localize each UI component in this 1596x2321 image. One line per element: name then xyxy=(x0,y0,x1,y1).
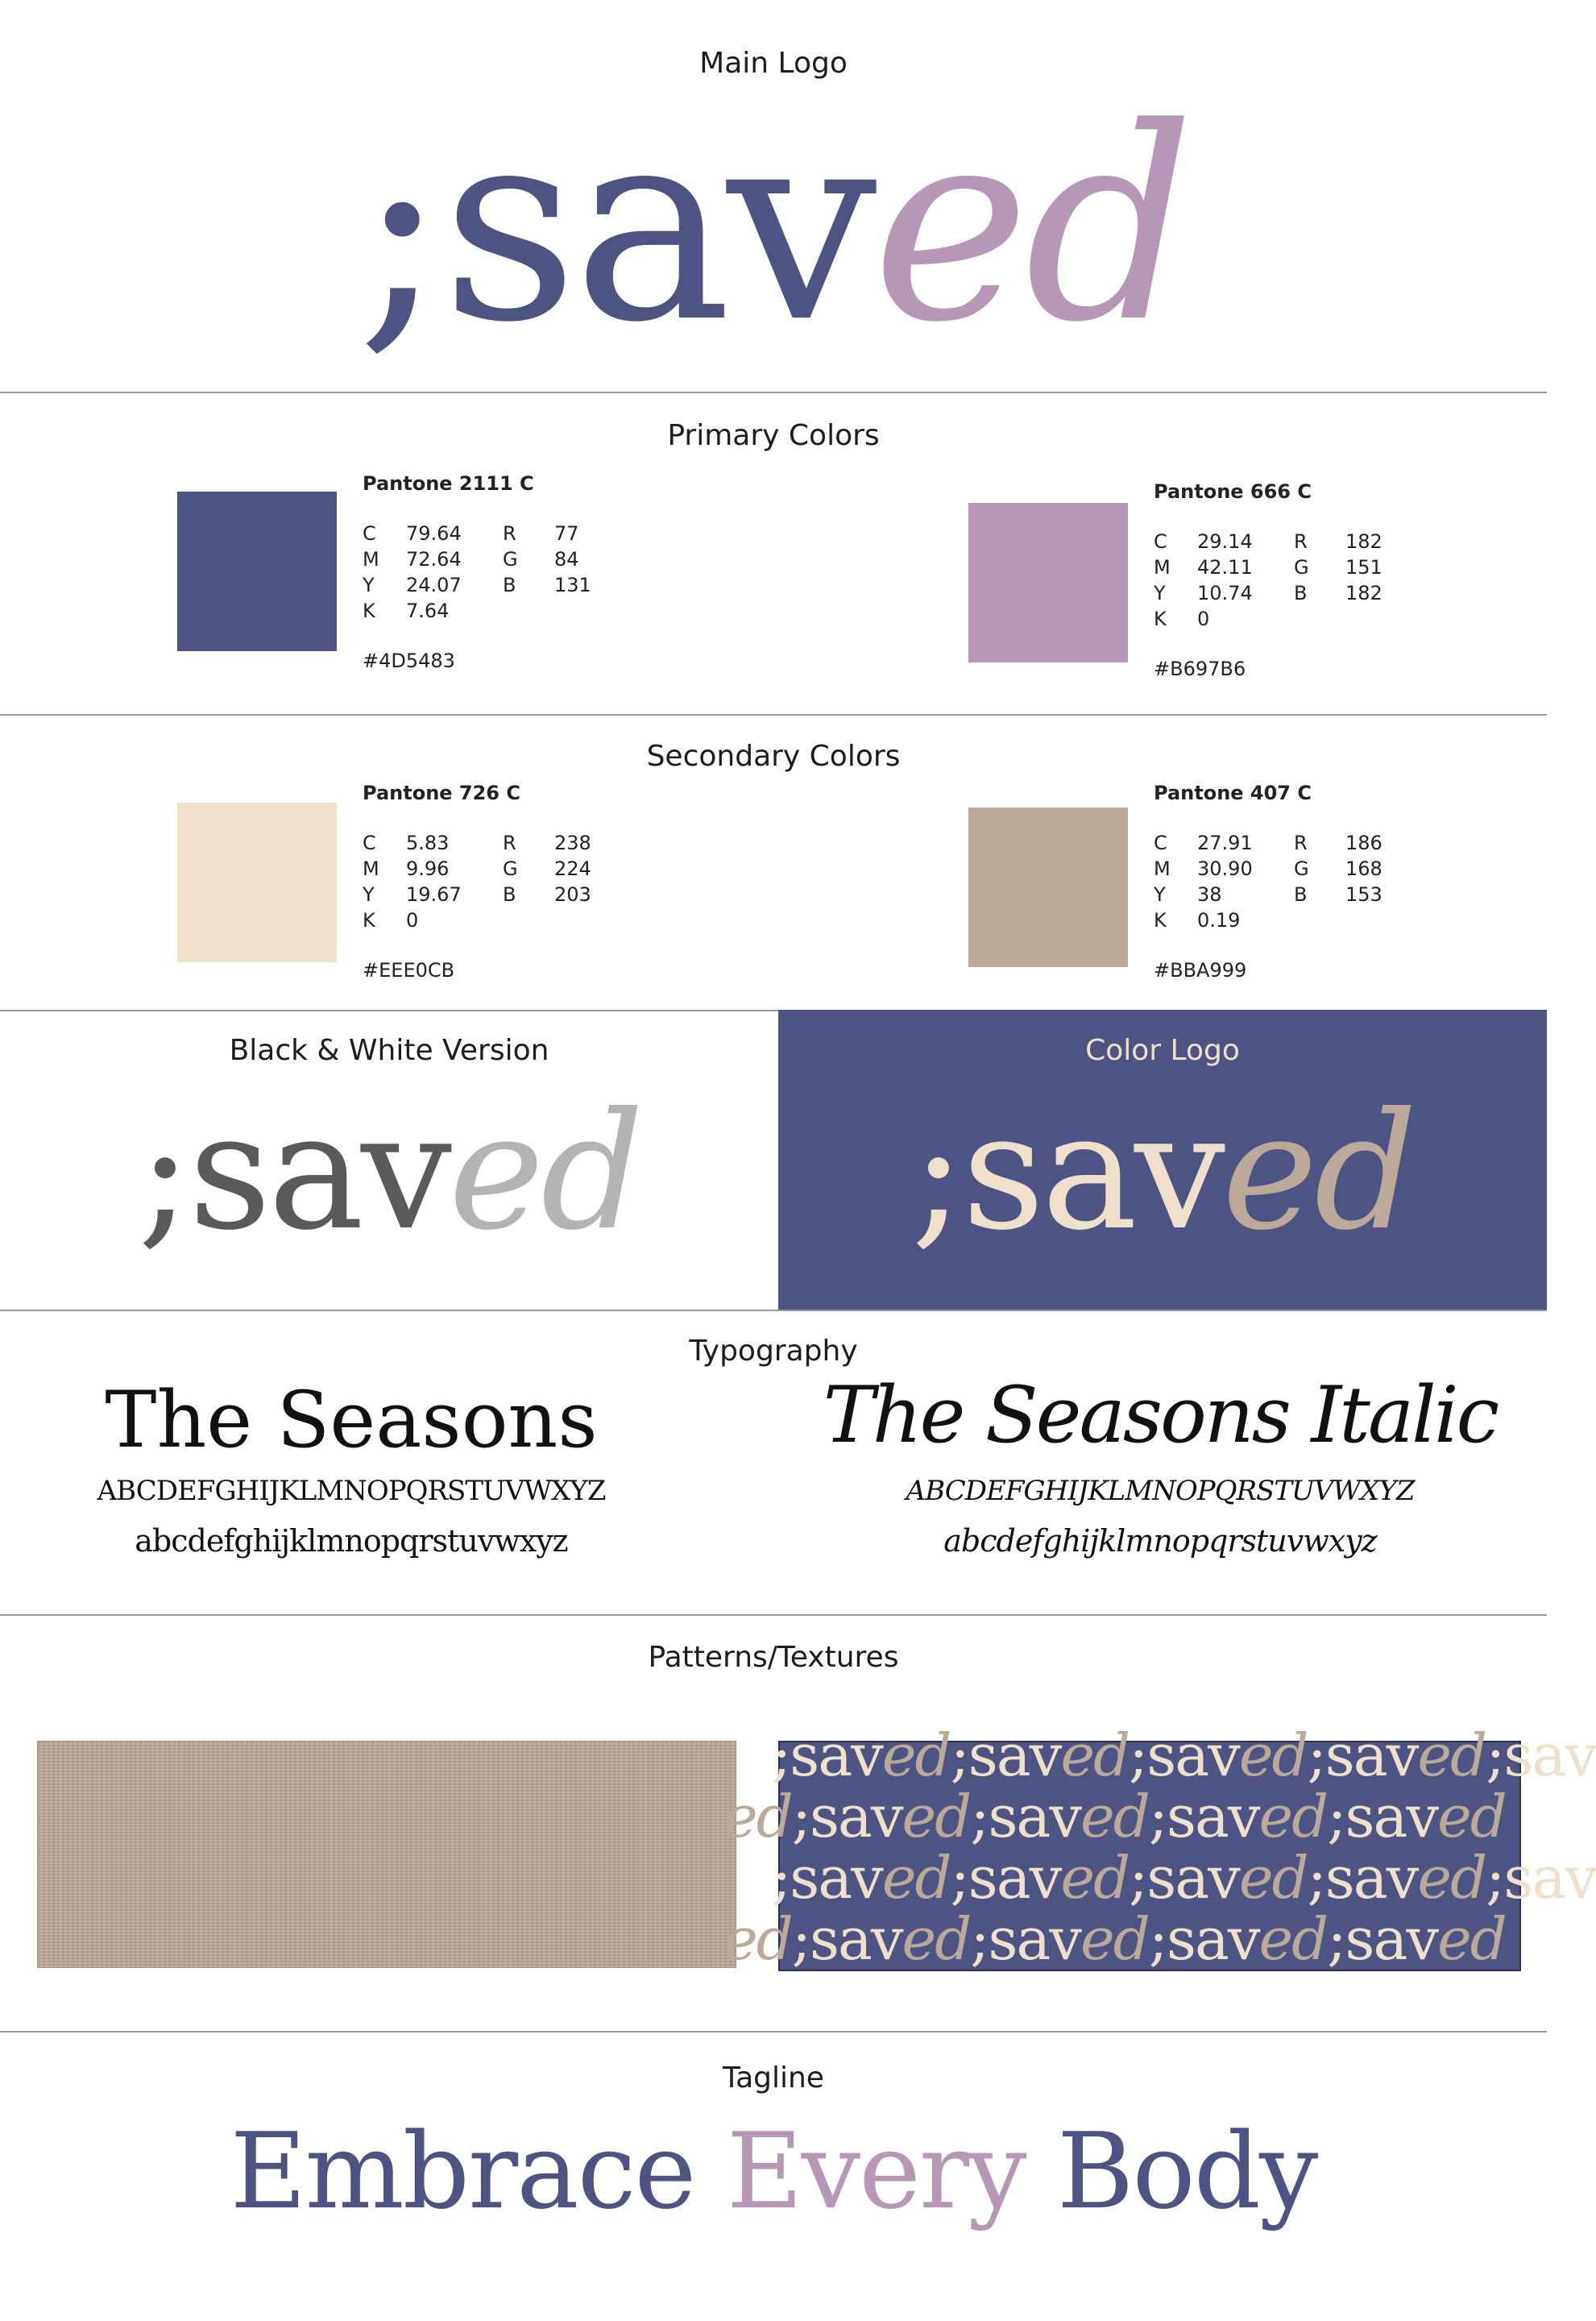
divider xyxy=(0,1310,1547,1311)
typeface-regular-lower: abcdefghijklmnopqrstuvwxyz xyxy=(135,1523,568,1559)
bw-version-panel xyxy=(0,1011,778,1310)
hex-code: #EEE0CB xyxy=(363,959,455,982)
color-values-table: C 27.91 R 186 M 30.90 G 168 Y 38 B 153 K 0.19 xyxy=(1154,832,1383,932)
pantone-name: Pantone 726 C xyxy=(363,782,520,804)
color-logo-suffix: ed xyxy=(1221,1078,1415,1266)
typeface-regular-upper: ABCDEFGHIJKLMNOPQRSTUVWXYZ xyxy=(97,1475,606,1507)
tagline-word-2: Every xyxy=(726,2110,1026,2232)
secondary-colors-label: Secondary Colors xyxy=(646,740,901,773)
tagline-word-1: Embrace xyxy=(230,2110,695,2232)
typography-label: Typography xyxy=(689,1335,858,1368)
main-logo-label: Main Logo xyxy=(699,47,848,80)
pantone-name: Pantone 2111 C xyxy=(363,472,534,495)
main-logo-prefix: ;sav xyxy=(356,71,873,380)
swatch-pantone-407c xyxy=(968,808,1128,967)
spec-pantone-666c xyxy=(1154,480,1383,680)
swatch-pantone-666c xyxy=(968,503,1128,662)
bw-logo-suffix: ed xyxy=(448,1078,641,1266)
divider xyxy=(0,1614,1547,1616)
spec-pantone-726c xyxy=(363,782,591,982)
color-values-table: C 5.83 R 238 M 9.96 G 224 Y 19.67 B 203 K 0 xyxy=(363,832,591,932)
color-logo-panel xyxy=(778,1010,1547,1310)
logo-pattern: ;saved;saved;saved;saved;sav ed;saved;saved;saved;saved ;saved;saved;saved;saved;sav ed;saved;saved;saved;saved xyxy=(723,1721,1596,1973)
main-logo xyxy=(0,73,1547,379)
pantone-name: Pantone 407 C xyxy=(1154,782,1312,804)
spec-pantone-2111c xyxy=(363,472,591,672)
swatch-pantone-2111c xyxy=(177,492,337,651)
bw-version-label: Black & White Version xyxy=(229,1034,549,1067)
color-logo-prefix: ;sav xyxy=(910,1078,1222,1266)
tagline-text xyxy=(0,2110,1547,2232)
color-values-table: C 79.64 R 77 M 72.64 G 84 Y 24.07 B 131 K 7.64 xyxy=(363,522,591,622)
main-logo-suffix: ed xyxy=(872,71,1191,380)
spec-pantone-407c xyxy=(1154,782,1383,982)
bw-logo-prefix: ;sav xyxy=(137,1078,449,1266)
tagline-word-3: Body xyxy=(1056,2110,1317,2232)
hex-code: #B697B6 xyxy=(1154,658,1246,680)
swatch-pantone-726c xyxy=(177,803,337,962)
typeface-italic-upper: ABCDEFGHIJKLMNOPQRSTUVWXYZ xyxy=(906,1475,1415,1507)
divider xyxy=(0,392,1547,393)
color-values-table: C 29.14 R 182 M 42.11 G 151 Y 10.74 B 182 K 0 xyxy=(1154,530,1383,630)
typeface-regular-name: The Seasons xyxy=(105,1375,598,1465)
primary-colors-label: Primary Colors xyxy=(667,419,880,452)
hex-code: #4D5483 xyxy=(363,650,455,672)
bw-logo xyxy=(0,1068,778,1277)
hex-code: #BBA999 xyxy=(1154,959,1247,982)
typeface-italic-lower: abcdefghijklmnopqrstuvwxyz xyxy=(943,1523,1377,1559)
color-logo xyxy=(778,1068,1547,1277)
texture-pattern xyxy=(37,1741,736,1968)
pantone-name: Pantone 666 C xyxy=(1154,480,1312,503)
color-logo-label: Color Logo xyxy=(1085,1034,1240,1067)
patterns-label: Patterns/Textures xyxy=(648,1641,899,1674)
tagline-label: Tagline xyxy=(723,2061,824,2095)
divider xyxy=(0,2031,1547,2032)
typeface-italic-name: The Seasons Italic xyxy=(823,1370,1498,1460)
divider xyxy=(0,714,1547,716)
